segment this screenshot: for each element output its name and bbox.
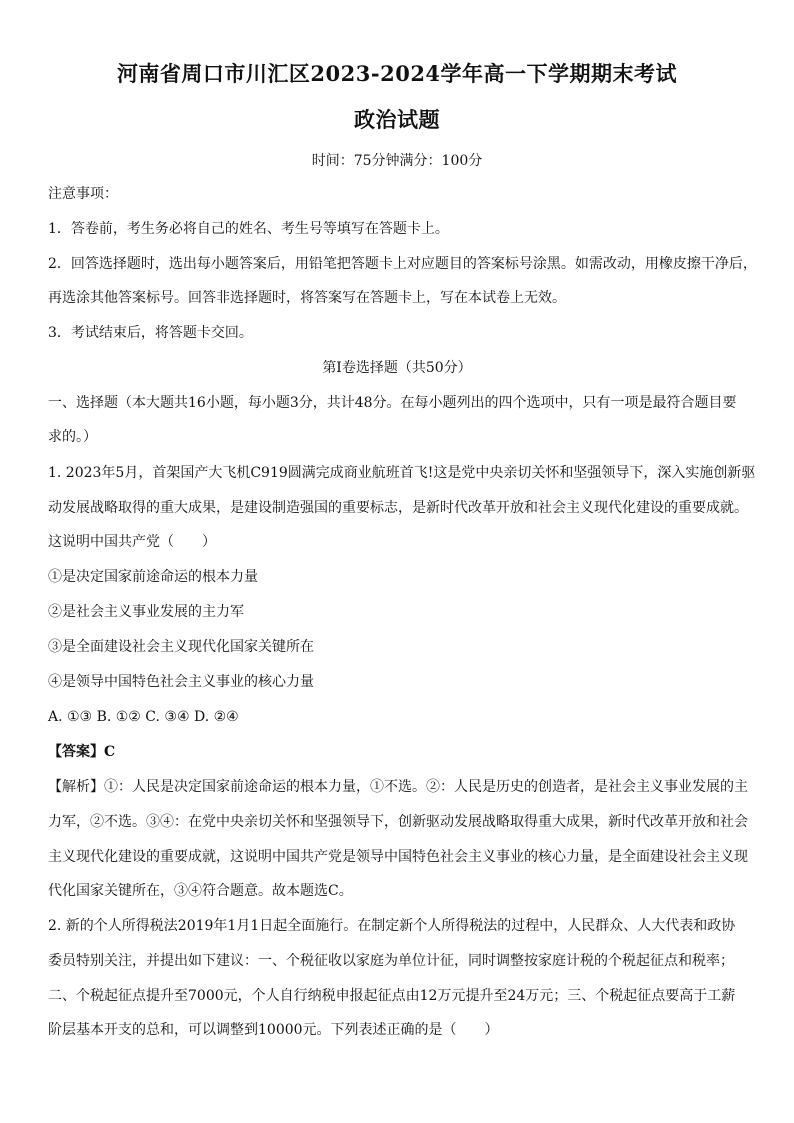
exam-subject: 政治试题 [354,107,440,132]
q1-analysis-line-1: 【解析】①：人民是决定国家前途命运的根本力量，①不选。②：人民是历史的创造者，是社会主义事业发展的主 [48,779,748,795]
note-item-2-line-1: 2．回答选择题时，选出每小题答案后，用铅笔把答题卡上对应题目的答案标号涂黑。如需改动，用橡皮擦干净后， [48,256,757,272]
q2-stem-line-2: 委员特别关注，并提出如下建议：一、个税征收以家庭为单位计征，同时调整按家庭计税的个税起征点和税率； [48,953,734,969]
q2-stem-line-1: 2. 新的个人所得税法2019年1月1日起全面施行。在制定新个人所得税法的过程中，人民群众、人大代表和政协 [48,918,736,934]
q2-stem-line-4: 阶层基本开支的总和，可以调整到10000元。下列表述正确的是（ ） [48,1022,499,1038]
section-title: 第Ⅰ卷选择题（共50分） [322,360,472,376]
section-intro-line-1: 一、选择题（本大题共16小题，每小题3分，共计48分。在每小题列出的四个选项中，只有一项是最符合题目要 [48,395,737,411]
q1-option-2: ②是社会主义事业发展的主力军 [48,604,244,620]
exam-title: 河南省周口市川汇区2023-2024学年高一下学期期末考试 [116,61,678,86]
q1-answer: 【答案】C [48,744,116,760]
time-info: 时间：75分钟满分：100分 [311,153,483,169]
q1-stem-line-2: 动发展战略取得的重大成果，是建设制造强国的重要标志，是新时代改革开放和社会主义现代化建设的重要成就。 [48,500,748,516]
q1-option-4: ④是领导中国特色社会主义事业的核心力量 [48,674,314,690]
q1-choices: A. ①③ B. ①② C. ③④ D. ②④ [48,709,239,725]
q1-analysis-line-3: 主义现代化建设的重要成就，这说明中国共产党是领导中国特色社会主义事业的核心力量，是全面建设社会主义现 [48,849,748,865]
note-item-3: 3．考试结束后，将答题卡交回。 [48,325,253,341]
q2-stem-line-3: 二、个税起征点提升至7000元，个人自行纳税申报起征点由12万元提升至24万元；三、个税起征点要高于工薪 [48,988,736,1004]
q1-option-1: ①是决定国家前途命运的根本力量 [48,569,258,585]
q1-option-3: ③是全面建设社会主义现代化国家关键所在 [48,639,314,655]
note-item-2-line-2: 再选涂其他答案标号。回答非选择题时，将答案写在答题卡上，写在本试卷上无效。 [48,290,566,306]
section-intro-line-2: 求的。） [48,429,97,445]
note-item-1: 1．答卷前，考生务必将自己的姓名、考生号等填写在答题卡上。 [48,221,449,237]
q1-analysis-line-2: 力军，②不选。③④：在党中央亲切关怀和坚强领导下，创新驱动发展战略取得重大成果，新时代改革开放和社会 [48,814,748,830]
q1-analysis-line-4: 代化国家关键所在，③④符合题意。故本题选C。 [48,883,353,899]
notes-heading: 注意事项： [48,186,118,202]
q1-stem-line-3: 这说明中国共产党（ ） [48,534,216,550]
q1-stem-line-1: 1. 2023年5月，首架国产大飞机C919圆满完成商业航班首飞!这是党中央亲切关怀和坚强领导下，深入实施创新驱 [48,465,756,481]
